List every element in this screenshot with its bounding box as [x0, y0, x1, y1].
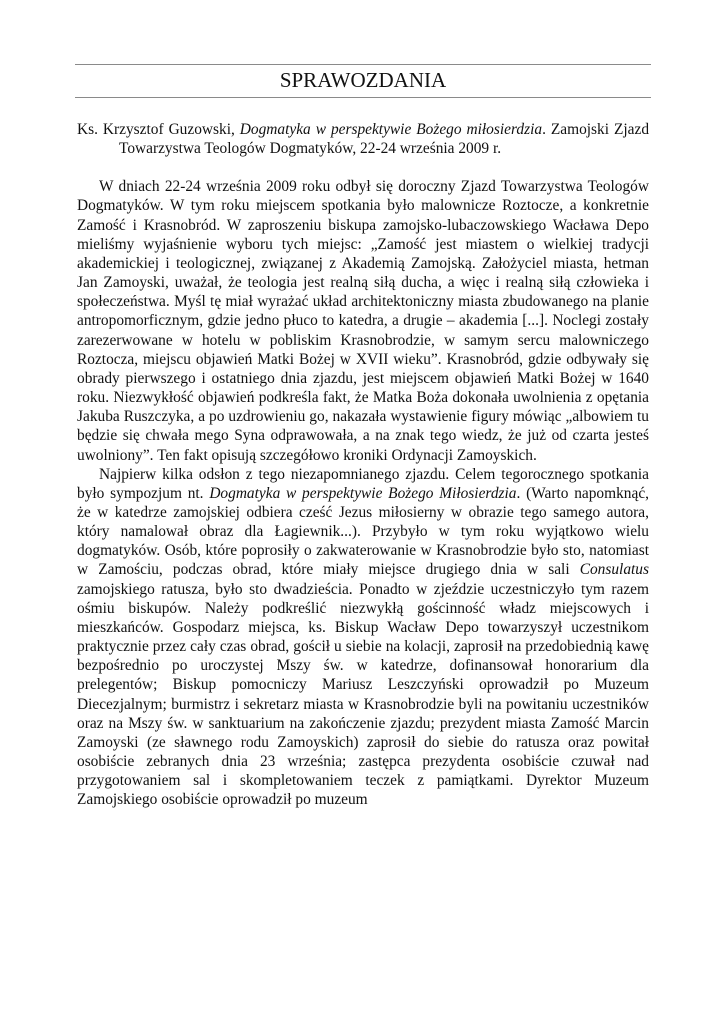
paragraph-2	[77, 465, 649, 810]
symposium-title: Dogmatyka w perspektywie Bożego Miłosierdzia	[209, 484, 517, 502]
section-title: SPRAWOZDANIA	[279, 68, 447, 92]
paragraph-2-part-2: . (Warto napomknąć, że w katedrze zamojskiej odbiera cześć Jezus miłosierny w obrazie tego samego autora, który namalował obraz dla Łagiewnik...). Przybyło w tym roku wyjątkowo wielu dogmatyków. Osób, które poprosiły o zakwaterowanie w Krasnobrodzie było sto, natomiast w Zamościu, podczas obrad, które miały miejsce drugiego dnia w sali	[77, 484, 649, 579]
reference-details: . Zamojski Zjazd Towarzystwa Teologów Dogmatyków, 22-24 września 2009 r.	[119, 121, 650, 158]
paragraph-2-part-1: Najpierw kilka odsłon z tego niezapomnianego zjazdu. Celem tegorocznego spotkania było sympozjum nt.	[77, 465, 649, 502]
reference-author: Ks. Krzysztof Guzowski,	[77, 121, 240, 138]
header-rule-bottom	[75, 97, 651, 98]
reference-title: Dogmatyka w perspektywie Bożego miłosierdzia	[239, 121, 543, 138]
paragraph-1: W dniach 22-24 września 2009 roku odbył się doroczny Zjazd Towarzystwa Teologów Dogmatyków. W tym roku miejscem spotkania było malownicze Roztocze, a konkretnie Zamość i Krasnobród. W zaproszeniu biskupa zamojsko-lubaczowskiego Wacława Depo mieliśmy wyjaśnienie wyboru tych miejsc: „Zamość jest miastem o wielkiej tradycji akademickiej i teologicznej, związanej z Akademią Zamojską. Założyciel miasta, hetman Jan Zamoyski, uważał, że teologia jest realną siłą ducha, a więc i realną siłą człowieka i społeczeństwa. Myśl tę miał wyrażać układ architektoniczny miasta zbudowanego na planie antropomorficznym, gdzie jedno płuco to katedra, a drugie – akademia [...]. Noclegi zostały zarezerwowane w hotelu w pobliskim Krasnobrodzie, w samym sercu malowniczego Roztocza, miejscu objawień Matki Bożej w XVII wieku”. Krasnobród, gdzie odbywały się obrady pierwszego i ostatniego dnia zjazdu, jest miejscem objawień Matki Bożej w 1640 roku. Niezwykłość objawień podkreśla fakt, że Matka Boża dokonała uwolnienia z opętania Jakuba Ruszczyka, a po uzdrowieniu go, nakazała wystawienie figury mówiąc „albowiem tu będzie się chwała mego Syna odprawowała, a na znak tego wiedz, że już od czarta jesteś uwolniony”. Ten fakt opisują szczegółowo kroniki Ordynacji Zamoyskich.	[77, 178, 649, 464]
paragraph-2-part-3: zamojskiego ratusza, było sto dwadzieścia. Ponadto w zjeździe uczestniczyło tym razem ośmiu biskupów. Należy podkreślić niezwykłą gościnność władz miejscowych i mieszkańców. Gospodarz miejsca, ks. Biskup Wacław Depo towarzyszył uczestnikom praktycznie przez cały czas obrad, gościł u siebie na kolacji, zaprosił na przedobiednią kawę bezpośrednio po uroczystej Mszy św. w katedrze, dofinansował honorarium dla prelegentów; Biskup pomocniczy Mariusz Leszczyński oprowadził po Muzeum Diecezjalnym; burmistrz i sekretarz miasta w Krasnobrodzie byli na powitaniu uczestników oraz na Mszy św. w sanktuarium na zakończenie zjazdu; prezydent miasta Zamość Marcin Zamoyski (ze sławnego rodu Zamoyskich) zaprosił do siebie do ratusza oraz powitał osobiście zebranych dnia 23 września; zastępca prezydenta osobiście czuwał nad przygotowaniem sal i skompletowaniem teczek z pamiątkami. Dyrektor Muzeum Zamojskiego osobiście oprowadził po muzeum	[77, 580, 649, 809]
bibliographic-reference	[77, 120, 649, 158]
consulatus-hall: Consulatus	[579, 561, 649, 579]
article-body	[77, 120, 649, 809]
